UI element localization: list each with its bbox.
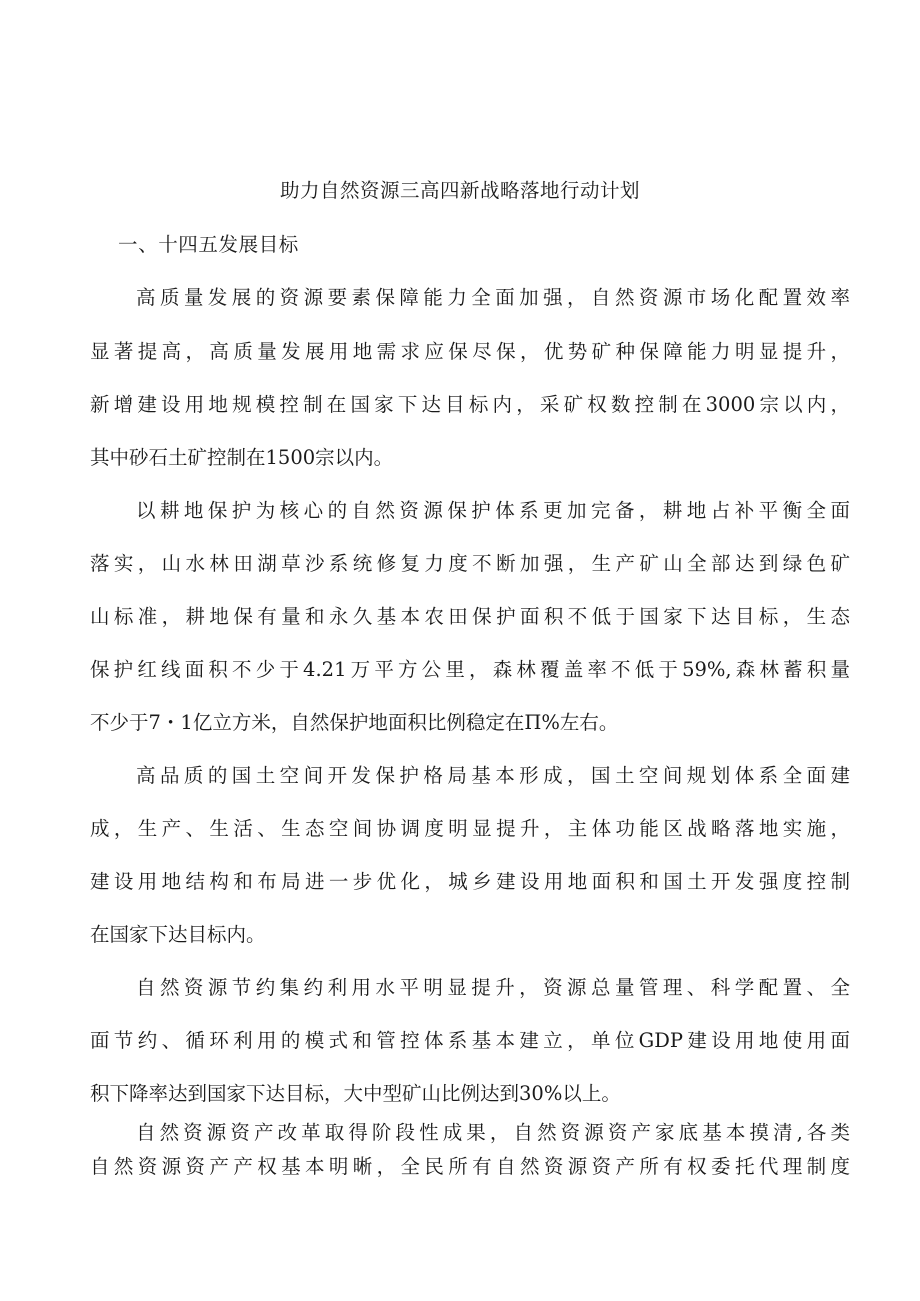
paragraph-line: 自然资源资产改革取得阶段性成果，自然资源资产家底基本摸清,各类 bbox=[136, 1121, 850, 1144]
paragraph-line: 新增建设用地规模控制在国家下达目标内，采矿权数控制在3000宗以内， bbox=[90, 393, 850, 416]
paragraph-line: 在国家下达目标内。 bbox=[90, 923, 266, 946]
paragraph-line: 建设用地结构和布局进一步优化，城乡建设用地面积和国土开发强度控制 bbox=[90, 870, 850, 893]
paragraph-line: 面节约、循环利用的模式和管控体系基本建立，单位GDP建设用地使用面 bbox=[90, 1029, 850, 1052]
paragraph-line: 显著提高，高质量发展用地需求应保尽保，优势矿种保障能力明显提升， bbox=[90, 340, 850, 363]
paragraph-line: 高品质的国土空间开发保护格局基本形成，国土空间规划体系全面建 bbox=[136, 764, 850, 787]
paragraph-line: 山标准，耕地保有量和永久基本农田保护面积不低于国家下达目标，生态 bbox=[90, 605, 850, 628]
paragraph-line: 落实，山水林田湖草沙系统修复力度不断加强，生产矿山全部达到绿色矿 bbox=[90, 552, 850, 575]
paragraph-line: 成，生产、生活、生态空间协调度明显提升，主体功能区战略落地实施， bbox=[90, 817, 850, 840]
paragraph-line: 积下降率达到国家下达目标，大中型矿山比例达到30%以上。 bbox=[90, 1082, 621, 1105]
paragraph-line: 自然资源节约集约利用水平明显提升，资源总量管理、科学配置、全 bbox=[136, 976, 850, 999]
paragraph-line: 不少于7・1亿立方米，自然保护地面积比例稳定在Π%左右。 bbox=[90, 711, 619, 734]
paragraph-line: 以耕地保护为核心的自然资源保护体系更加完备，耕地占补平衡全面 bbox=[136, 499, 850, 522]
paragraph-line: 保护红线面积不少于4.21万平方公里，森林覆盖率不低于59%,森林蓄积量 bbox=[90, 658, 850, 681]
paragraph-line: 高质量发展的资源要素保障能力全面加强，自然资源市场化配置效率 bbox=[136, 286, 850, 309]
section-heading: 一、十四五发展目标 bbox=[118, 233, 299, 256]
paragraph-line: 其中砂石土矿控制在1500宗以内。 bbox=[90, 446, 394, 469]
document-title: 助力自然资源三高四新战略落地行动计划 bbox=[279, 179, 640, 202]
paragraph-line: 自然资源资产产权基本明晰，全民所有自然资源资产所有权委托代理制度 bbox=[90, 1155, 850, 1178]
